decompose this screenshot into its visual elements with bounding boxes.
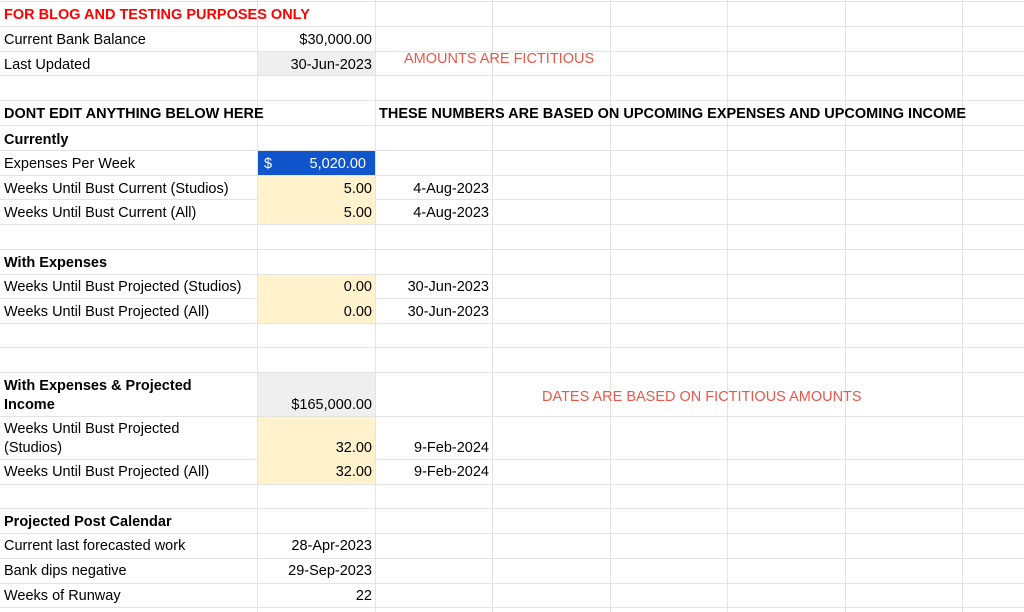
row-divider [0, 100, 1024, 101]
row-divider [0, 558, 1024, 559]
bust-current-studios-label: Weeks Until Bust Current (Studios) [4, 181, 229, 197]
row-divider [0, 508, 1024, 509]
row-divider [0, 607, 1024, 608]
row-divider [0, 75, 1024, 76]
banner-text: FOR BLOG AND TESTING PURPOSES ONLY [4, 7, 310, 23]
bust-current-studios-date[interactable]: 4-Aug-2023 [413, 181, 489, 197]
last-forecasted-label: Current last forecasted work [4, 538, 186, 554]
column-divider [962, 0, 963, 612]
expenses-per-week-value[interactable]: 5,020.00 [309, 156, 366, 172]
bust-current-studios-value[interactable]: 5.00 [343, 181, 372, 197]
column-divider [610, 0, 611, 612]
dont-edit-header: DONT EDIT ANYTHING BELOW HERE [4, 106, 264, 122]
row-divider [0, 150, 1024, 151]
currently-title: Currently [4, 132, 69, 148]
column-divider [492, 0, 493, 612]
calendar-title: Projected Post Calendar [4, 514, 172, 530]
row-divider [0, 175, 1024, 176]
last-updated-label: Last Updated [4, 57, 91, 73]
bust-projected-studios-date[interactable]: 30-Jun-2023 [407, 279, 489, 295]
income-bust-all-value[interactable]: 32.00 [335, 464, 372, 480]
income-bust-all-date[interactable]: 9-Feb-2024 [414, 464, 489, 480]
row-divider [0, 199, 1024, 200]
bank-balance-label: Current Bank Balance [4, 32, 146, 48]
with-income-title-line1: With Expenses & Projected [4, 378, 192, 394]
with-expenses-title: With Expenses [4, 255, 108, 271]
row-divider [0, 323, 1024, 324]
weeks-runway-label: Weeks of Runway [4, 588, 121, 604]
row-divider [0, 274, 1024, 275]
with-income-title-line2: Income [4, 397, 55, 413]
income-bust-studios-value[interactable]: 32.00 [335, 440, 372, 456]
bank-dips-label: Bank dips negative [4, 563, 127, 579]
bank-dips-value[interactable]: 29-Sep-2023 [288, 563, 372, 579]
row-divider [0, 533, 1024, 534]
dates-note: DATES ARE BASED ON FICTITIOUS AMOUNTS [542, 389, 862, 405]
bust-projected-studios-value[interactable]: 0.00 [343, 279, 372, 295]
last-updated-value[interactable]: 30-Jun-2023 [290, 57, 372, 73]
row-divider [0, 125, 1024, 126]
bust-projected-studios-label: Weeks Until Bust Projected (Studios) [4, 279, 242, 295]
row-divider [0, 26, 1024, 27]
bust-current-all-label: Weeks Until Bust Current (All) [4, 205, 197, 221]
row-divider [0, 372, 1024, 373]
amounts-note: AMOUNTS ARE FICTITIOUS [404, 51, 595, 67]
bust-current-all-date[interactable]: 4-Aug-2023 [413, 205, 489, 221]
last-forecasted-value[interactable]: 28-Apr-2023 [291, 538, 372, 554]
income-bust-studios-label-line2: (Studios) [4, 440, 63, 456]
row-divider [0, 347, 1024, 348]
row-divider [0, 249, 1024, 250]
row-divider [0, 1, 1024, 2]
bust-projected-all-value[interactable]: 0.00 [343, 304, 372, 320]
income-bust-studios-date[interactable]: 9-Feb-2024 [414, 440, 489, 456]
row-divider [0, 484, 1024, 485]
row-divider [0, 224, 1024, 225]
bust-projected-all-label: Weeks Until Bust Projected (All) [4, 304, 210, 320]
row-divider [0, 583, 1024, 584]
weeks-runway-value[interactable]: 22 [355, 588, 372, 604]
column-divider [727, 0, 728, 612]
column-divider [845, 0, 846, 612]
bust-projected-all-date[interactable]: 30-Jun-2023 [407, 304, 489, 320]
income-bust-all-label: Weeks Until Bust Projected (All) [4, 464, 210, 480]
bust-current-all-value[interactable]: 5.00 [343, 205, 372, 221]
row-divider [0, 298, 1024, 299]
expenses-currency-symbol: $ [264, 156, 273, 172]
expenses-per-week-label: Expenses Per Week [4, 156, 136, 172]
bank-balance-value[interactable]: $30,000.00 [299, 32, 372, 48]
based-on-header: THESE NUMBERS ARE BASED ON UPCOMING EXPENSES AND UPCOMING INCOME [379, 106, 967, 122]
row-divider [0, 416, 1024, 417]
projected-income-value[interactable]: $165,000.00 [291, 397, 372, 413]
income-bust-studios-label-line1: Weeks Until Bust Projected [4, 421, 180, 437]
row-divider [0, 459, 1024, 460]
